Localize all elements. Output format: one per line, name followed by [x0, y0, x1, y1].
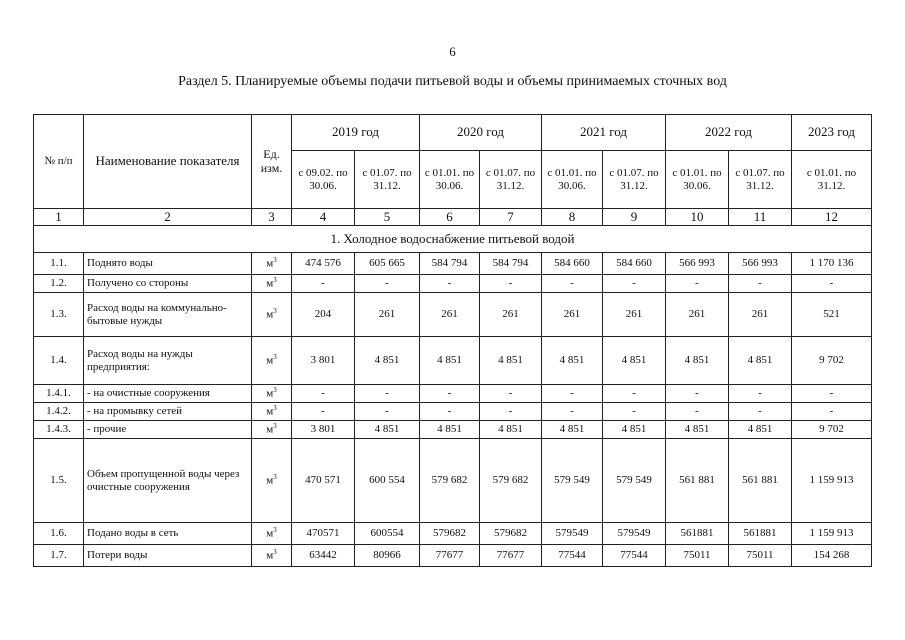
- row-value: 63442: [292, 545, 355, 567]
- column-index: 8: [542, 209, 603, 226]
- row-value: 605 665: [355, 253, 420, 275]
- row-value: 579682: [420, 523, 480, 545]
- row-value: 584 794: [480, 253, 542, 275]
- row-value: -: [420, 275, 480, 293]
- unit-sup: 3: [273, 386, 277, 395]
- row-value: 4 851: [666, 337, 729, 385]
- row-id: 1.2.: [34, 275, 84, 293]
- row-value: 4 851: [666, 421, 729, 439]
- row-value: 579 549: [542, 439, 603, 523]
- row-name: Подано воды в сеть: [84, 523, 252, 545]
- table-row: [34, 253, 872, 275]
- row-unit: [252, 253, 292, 275]
- row-value: -: [542, 385, 603, 403]
- row-value: 561 881: [729, 439, 792, 523]
- row-value: 77677: [480, 545, 542, 567]
- row-value: -: [666, 385, 729, 403]
- unit-sup: 3: [273, 353, 277, 362]
- unit-base: м: [266, 424, 274, 436]
- row-value: 77544: [603, 545, 666, 567]
- row-value: 1 170 136: [792, 253, 872, 275]
- table-row: [34, 523, 872, 545]
- unit-base: м: [266, 355, 274, 367]
- row-unit: [252, 275, 292, 293]
- row-value: 261: [603, 293, 666, 337]
- column-index: 1: [34, 209, 84, 226]
- header-period: с 01.07. по 31.12.: [355, 151, 420, 209]
- section-heading: 1. Холодное водоснабжение питьевой водой: [34, 226, 872, 253]
- row-id: 1.7.: [34, 545, 84, 567]
- row-id: 1.6.: [34, 523, 84, 545]
- header-period: с 09.02. по 30.06.: [292, 151, 355, 209]
- table-row: [34, 385, 872, 403]
- row-name: Расход воды на нужды предприятия:: [84, 337, 252, 385]
- row-value: 3 801: [292, 421, 355, 439]
- row-value: 1 159 913: [792, 523, 872, 545]
- row-value: 4 851: [603, 337, 666, 385]
- column-index: 3: [252, 209, 292, 226]
- row-value: 75011: [666, 545, 729, 567]
- row-name: - на промывку сетей: [84, 403, 252, 421]
- column-index: 7: [480, 209, 542, 226]
- row-value: 77677: [420, 545, 480, 567]
- header-num: № п/п: [34, 115, 84, 209]
- row-value: -: [542, 275, 603, 293]
- row-id: 1.3.: [34, 293, 84, 337]
- row-value: -: [542, 403, 603, 421]
- column-index: 10: [666, 209, 729, 226]
- unit-sup: 3: [273, 307, 277, 316]
- row-value: 154 268: [792, 545, 872, 567]
- header-year: 2019 год: [292, 115, 420, 151]
- row-value: 584 794: [420, 253, 480, 275]
- header-year: 2023 год: [792, 115, 872, 151]
- row-name: Потери воды: [84, 545, 252, 567]
- row-value: 261: [729, 293, 792, 337]
- header-unit: Ед. изм.: [252, 115, 292, 209]
- row-value: 470 571: [292, 439, 355, 523]
- row-value: -: [480, 403, 542, 421]
- table-row: [34, 275, 872, 293]
- header-period: с 01.01. по 30.06.: [420, 151, 480, 209]
- header-period: с 01.07. по 31.12.: [603, 151, 666, 209]
- row-value: 579549: [542, 523, 603, 545]
- table-row: [34, 421, 872, 439]
- row-value: 584 660: [603, 253, 666, 275]
- table-row: [34, 293, 872, 337]
- row-value: 600554: [355, 523, 420, 545]
- column-index: 4: [292, 209, 355, 226]
- row-value: 600 554: [355, 439, 420, 523]
- header-period: с 01.07. по 31.12.: [480, 151, 542, 209]
- row-value: -: [355, 385, 420, 403]
- row-unit: [252, 337, 292, 385]
- header-year: 2021 год: [542, 115, 666, 151]
- row-value: -: [729, 403, 792, 421]
- row-value: 4 851: [480, 421, 542, 439]
- row-name: - на очистные сооружения: [84, 385, 252, 403]
- row-id: 1.5.: [34, 439, 84, 523]
- row-value: -: [603, 275, 666, 293]
- unit-base: м: [266, 258, 274, 270]
- row-value: 579 682: [420, 439, 480, 523]
- row-value: 4 851: [729, 421, 792, 439]
- row-id: 1.1.: [34, 253, 84, 275]
- row-value: 4 851: [603, 421, 666, 439]
- row-value: -: [666, 403, 729, 421]
- unit-base: м: [266, 278, 274, 290]
- row-value: -: [292, 403, 355, 421]
- row-value: -: [480, 275, 542, 293]
- unit-sup: 3: [273, 256, 277, 265]
- column-index: 12: [792, 209, 872, 226]
- unit-sup: 3: [273, 548, 277, 557]
- column-index: 5: [355, 209, 420, 226]
- row-value: -: [420, 403, 480, 421]
- row-value: 4 851: [355, 421, 420, 439]
- header-period: с 01.01. по 30.06.: [542, 151, 603, 209]
- row-unit: [252, 545, 292, 567]
- row-value: 4 851: [542, 421, 603, 439]
- row-name: Поднято воды: [84, 253, 252, 275]
- column-index: 9: [603, 209, 666, 226]
- row-id: 1.4.3.: [34, 421, 84, 439]
- row-value: 1 159 913: [792, 439, 872, 523]
- row-value: 521: [792, 293, 872, 337]
- row-value: 261: [480, 293, 542, 337]
- water-supply-table: [33, 114, 872, 567]
- row-id: 1.4.2.: [34, 403, 84, 421]
- row-value: -: [792, 403, 872, 421]
- unit-sup: 3: [273, 526, 277, 535]
- row-value: 579 549: [603, 439, 666, 523]
- column-index: 11: [729, 209, 792, 226]
- row-value: 474 576: [292, 253, 355, 275]
- unit-base: м: [266, 475, 274, 487]
- row-unit: [252, 385, 292, 403]
- row-value: 75011: [729, 545, 792, 567]
- row-value: -: [729, 275, 792, 293]
- unit-base: м: [266, 528, 274, 540]
- table-row: [34, 545, 872, 567]
- table-row: [34, 403, 872, 421]
- row-value: -: [792, 275, 872, 293]
- row-value: 579682: [480, 523, 542, 545]
- row-value: 561 881: [666, 439, 729, 523]
- row-unit: [252, 523, 292, 545]
- header-period: с 01.07. по 31.12.: [729, 151, 792, 209]
- header-period: с 01.01. по 31.12.: [792, 151, 872, 209]
- unit-sup: 3: [273, 422, 277, 431]
- row-value: 261: [355, 293, 420, 337]
- row-value: 579549: [603, 523, 666, 545]
- unit-sup: 3: [273, 473, 277, 482]
- row-value: 4 851: [420, 337, 480, 385]
- row-unit: [252, 421, 292, 439]
- unit-sup: 3: [273, 276, 277, 285]
- row-id: 1.4.: [34, 337, 84, 385]
- header-year: 2020 год: [420, 115, 542, 151]
- row-value: 9 702: [792, 337, 872, 385]
- column-index: 6: [420, 209, 480, 226]
- page-number: 6: [449, 44, 456, 59]
- header-year: 2022 год: [666, 115, 792, 151]
- row-value: -: [666, 275, 729, 293]
- unit-sup: 3: [273, 404, 277, 413]
- row-name: Объем пропущенной воды через очистные сооружения: [84, 439, 252, 523]
- row-name: - прочие: [84, 421, 252, 439]
- row-value: -: [420, 385, 480, 403]
- section-title: Раздел 5. Планируемые объемы подачи питьевой воды и объемы принимаемых сточных вод: [178, 74, 727, 89]
- row-value: 566 993: [729, 253, 792, 275]
- row-value: 584 660: [542, 253, 603, 275]
- row-value: -: [603, 385, 666, 403]
- row-value: -: [792, 385, 872, 403]
- row-name: Получено со стороны: [84, 275, 252, 293]
- row-value: -: [603, 403, 666, 421]
- table-row: [34, 439, 872, 523]
- row-name: Расход воды на коммунально-бытовые нужды: [84, 293, 252, 337]
- header-name: Наименование показателя: [84, 115, 252, 209]
- row-value: -: [355, 275, 420, 293]
- row-unit: [252, 293, 292, 337]
- row-value: 80966: [355, 545, 420, 567]
- row-value: 261: [666, 293, 729, 337]
- row-value: 77544: [542, 545, 603, 567]
- row-value: 566 993: [666, 253, 729, 275]
- row-value: -: [480, 385, 542, 403]
- column-index: 2: [84, 209, 252, 226]
- row-value: 4 851: [542, 337, 603, 385]
- row-value: -: [292, 385, 355, 403]
- row-unit: [252, 439, 292, 523]
- row-value: 561881: [729, 523, 792, 545]
- unit-base: м: [266, 550, 274, 562]
- row-id: 1.4.1.: [34, 385, 84, 403]
- row-value: 4 851: [729, 337, 792, 385]
- unit-base: м: [266, 309, 274, 321]
- row-value: 579 682: [480, 439, 542, 523]
- row-value: 261: [420, 293, 480, 337]
- row-value: 9 702: [792, 421, 872, 439]
- unit-base: м: [266, 388, 274, 400]
- unit-base: м: [266, 406, 274, 418]
- row-value: 4 851: [420, 421, 480, 439]
- row-unit: [252, 403, 292, 421]
- table-row: [34, 337, 872, 385]
- row-value: 204: [292, 293, 355, 337]
- row-value: 561881: [666, 523, 729, 545]
- row-value: 470571: [292, 523, 355, 545]
- header-period: с 01.01. по 30.06.: [666, 151, 729, 209]
- row-value: -: [292, 275, 355, 293]
- row-value: 4 851: [480, 337, 542, 385]
- row-value: 4 851: [355, 337, 420, 385]
- row-value: 261: [542, 293, 603, 337]
- row-value: 3 801: [292, 337, 355, 385]
- row-value: -: [355, 403, 420, 421]
- row-value: -: [729, 385, 792, 403]
